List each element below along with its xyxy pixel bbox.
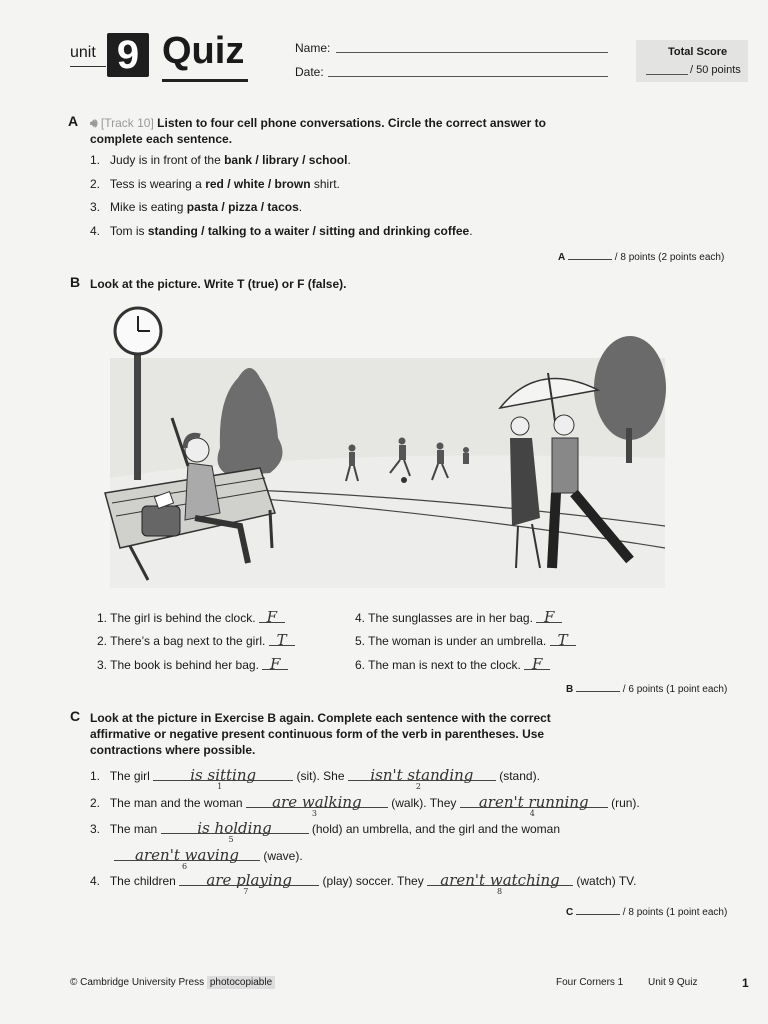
total-score-label: Total Score: [668, 46, 728, 58]
answer-field[interactable]: [246, 793, 388, 818]
section-b-score: [566, 683, 727, 695]
footer-copyright: [70, 977, 275, 988]
section-c-instruction: Look at the picture in Exercise B again. Complete each sentence with the correct affirmative or negative present continuous form of the verb in parentheses. Use contractions where possible.: [90, 711, 551, 757]
item-number: 3.: [97, 658, 108, 672]
unit-number-badge: 9: [107, 33, 149, 77]
section-a-item-4: [90, 224, 473, 238]
blank-number: 8: [497, 887, 503, 896]
answer-choices[interactable]: pasta / pizza / tacos: [186, 200, 299, 214]
section-b-letter: B: [70, 274, 81, 290]
date-label: Date:: [295, 65, 324, 79]
section-c-item-3: [90, 819, 561, 844]
section-a-item-2: [90, 177, 340, 191]
item-suffix: shirt.: [310, 177, 340, 191]
answer-choices[interactable]: standing / talking to a waiter / sitting and drinking coffee: [147, 224, 470, 238]
blank-number: 1: [217, 782, 223, 791]
item-number: 4.: [355, 611, 366, 625]
answer-field[interactable]: T: [269, 631, 295, 646]
item-number: 1.: [90, 153, 101, 167]
answer-text: aren't waving: [135, 846, 239, 864]
blank-number: 7: [243, 887, 249, 896]
item-number: 4.: [90, 224, 101, 238]
answer-choices[interactable]: red / white / brown: [205, 177, 311, 191]
section-b-instruction: Look at the picture. Write T (true) or F (false).: [90, 277, 347, 291]
blank-number: 5: [228, 835, 234, 844]
blank-number: 3: [311, 809, 317, 818]
footer-unit-quiz: Unit 9 Quiz: [648, 977, 698, 988]
answer-text: is sitting: [190, 766, 257, 784]
answer-text: aren't watching: [440, 871, 560, 889]
blank-number: 4: [529, 809, 535, 818]
section-c-score: [566, 906, 727, 918]
total-score-blank[interactable]: [646, 74, 688, 75]
item-number: 4.: [90, 874, 101, 888]
item-text: (play) soccer. They: [322, 874, 424, 888]
item-text: (run).: [611, 796, 640, 810]
answer-field[interactable]: F: [259, 608, 285, 623]
answer-text: are playing: [206, 871, 293, 889]
track-label: [Track 10]: [100, 116, 154, 130]
item-number: 1.: [97, 611, 108, 625]
page-number: 1: [742, 976, 749, 990]
section-a-score: [558, 251, 724, 263]
item-text: The sunglasses are in her bag.: [368, 611, 533, 625]
score-blank[interactable]: [576, 683, 620, 692]
section-a-instruction: [90, 115, 570, 147]
item-text: The girl is behind the clock.: [110, 611, 256, 625]
total-score-value: / 50 points: [690, 64, 741, 76]
answer-field[interactable]: [179, 871, 319, 896]
bag: [142, 506, 180, 536]
item-suffix: .: [298, 200, 303, 214]
item-number: 2.: [90, 177, 101, 191]
item-number: 3.: [90, 822, 101, 836]
unit-underline: [70, 66, 106, 67]
item-number: 3.: [90, 200, 101, 214]
item-text: The girl: [109, 769, 150, 783]
item-text: Tess is wearing a: [109, 177, 206, 191]
unit-label: unit: [70, 44, 96, 61]
section-a-letter: A: [68, 113, 79, 129]
section-b-item-5: [355, 631, 576, 648]
answer-text: is holding: [197, 819, 272, 837]
answer-text: isn't standing: [370, 766, 474, 784]
answer-field[interactable]: [114, 846, 260, 871]
answer-field[interactable]: [427, 871, 573, 896]
answer-field[interactable]: [161, 819, 309, 844]
section-a-instruction-text: Listen to four cell phone conversations. Circle the correct answer to complete each sentence.: [90, 116, 546, 146]
item-text: The man is next to the clock.: [368, 658, 521, 672]
section-b-item-3: [97, 655, 288, 672]
blank-number: 2: [415, 782, 421, 791]
item-text: The book is behind her bag.: [110, 658, 259, 672]
answer-field[interactable]: F: [262, 655, 288, 670]
item-number: 5.: [355, 634, 366, 648]
item-text: (watch) TV.: [576, 874, 637, 888]
section-c-letter: C: [70, 708, 81, 724]
item-text: The man: [109, 822, 158, 836]
item-number: 1.: [90, 769, 101, 783]
name-field[interactable]: [336, 52, 608, 53]
item-text: Judy is in front of the: [110, 153, 225, 167]
answer-field[interactable]: F: [536, 608, 562, 623]
item-text: The woman is under an umbrella.: [368, 634, 547, 648]
section-b-item-2: [97, 631, 295, 648]
score-text: / 6 points (1 point each): [622, 684, 728, 695]
footer-book: Four Corners 1: [556, 977, 624, 988]
score-letter: A: [558, 252, 566, 263]
item-text: (walk). They: [391, 796, 457, 810]
answer-field[interactable]: T: [550, 631, 576, 646]
item-text: (hold) an umbrella, and the girl and the woman: [311, 822, 561, 836]
answer-field[interactable]: [460, 793, 608, 818]
date-field[interactable]: [328, 76, 608, 77]
item-suffix: .: [469, 224, 473, 238]
quiz-title: Quiz: [162, 30, 245, 72]
section-a-item-1: [90, 153, 351, 167]
section-b-item-4: [355, 608, 562, 625]
score-letter: B: [566, 684, 574, 695]
quiz-underline: [162, 79, 248, 82]
item-text: (wave).: [263, 849, 303, 863]
section-c-item-2: [90, 793, 640, 818]
score-blank[interactable]: [568, 251, 612, 260]
item-number: 2.: [97, 634, 108, 648]
answer-text: aren't running: [478, 793, 589, 811]
item-text: The man and the woman: [109, 796, 243, 810]
speaker-icon: 🔊︎: [90, 116, 98, 130]
item-text: Mike is eating: [110, 200, 187, 214]
answer-choices[interactable]: bank / library / school: [224, 153, 348, 167]
section-a-item-3: [90, 200, 302, 214]
section-c-item-1: [90, 766, 540, 791]
item-text: (sit). She: [296, 769, 345, 783]
item-text: The children: [109, 874, 176, 888]
photocopiable-badge: photocopiable: [207, 976, 275, 989]
item-number: 6.: [355, 658, 366, 672]
section-c-item-4: [90, 871, 637, 896]
copyright-text: © Cambridge University Press: [70, 977, 205, 988]
item-text: (stand).: [499, 769, 540, 783]
section-c-item-3-continued: [114, 846, 303, 871]
score-blank[interactable]: [576, 906, 620, 915]
answer-field[interactable]: [153, 766, 293, 791]
answer-field[interactable]: [348, 766, 496, 791]
item-number: 2.: [90, 796, 101, 810]
score-text: / 8 points (2 points each): [614, 252, 725, 263]
answer-text: are walking: [272, 793, 362, 811]
item-text: There’s a bag next to the girl.: [110, 634, 266, 648]
park-illustration: [100, 298, 675, 593]
section-b-item-1: [97, 608, 285, 625]
score-letter: C: [566, 907, 574, 918]
answer-field[interactable]: F: [524, 655, 550, 670]
item-suffix: .: [347, 153, 351, 167]
item-text: Tom is: [109, 224, 148, 238]
name-label: Name:: [295, 41, 331, 55]
score-text: / 8 points (1 point each): [622, 907, 728, 918]
section-b-item-6: [355, 655, 550, 672]
blank-number: 6: [182, 862, 188, 871]
